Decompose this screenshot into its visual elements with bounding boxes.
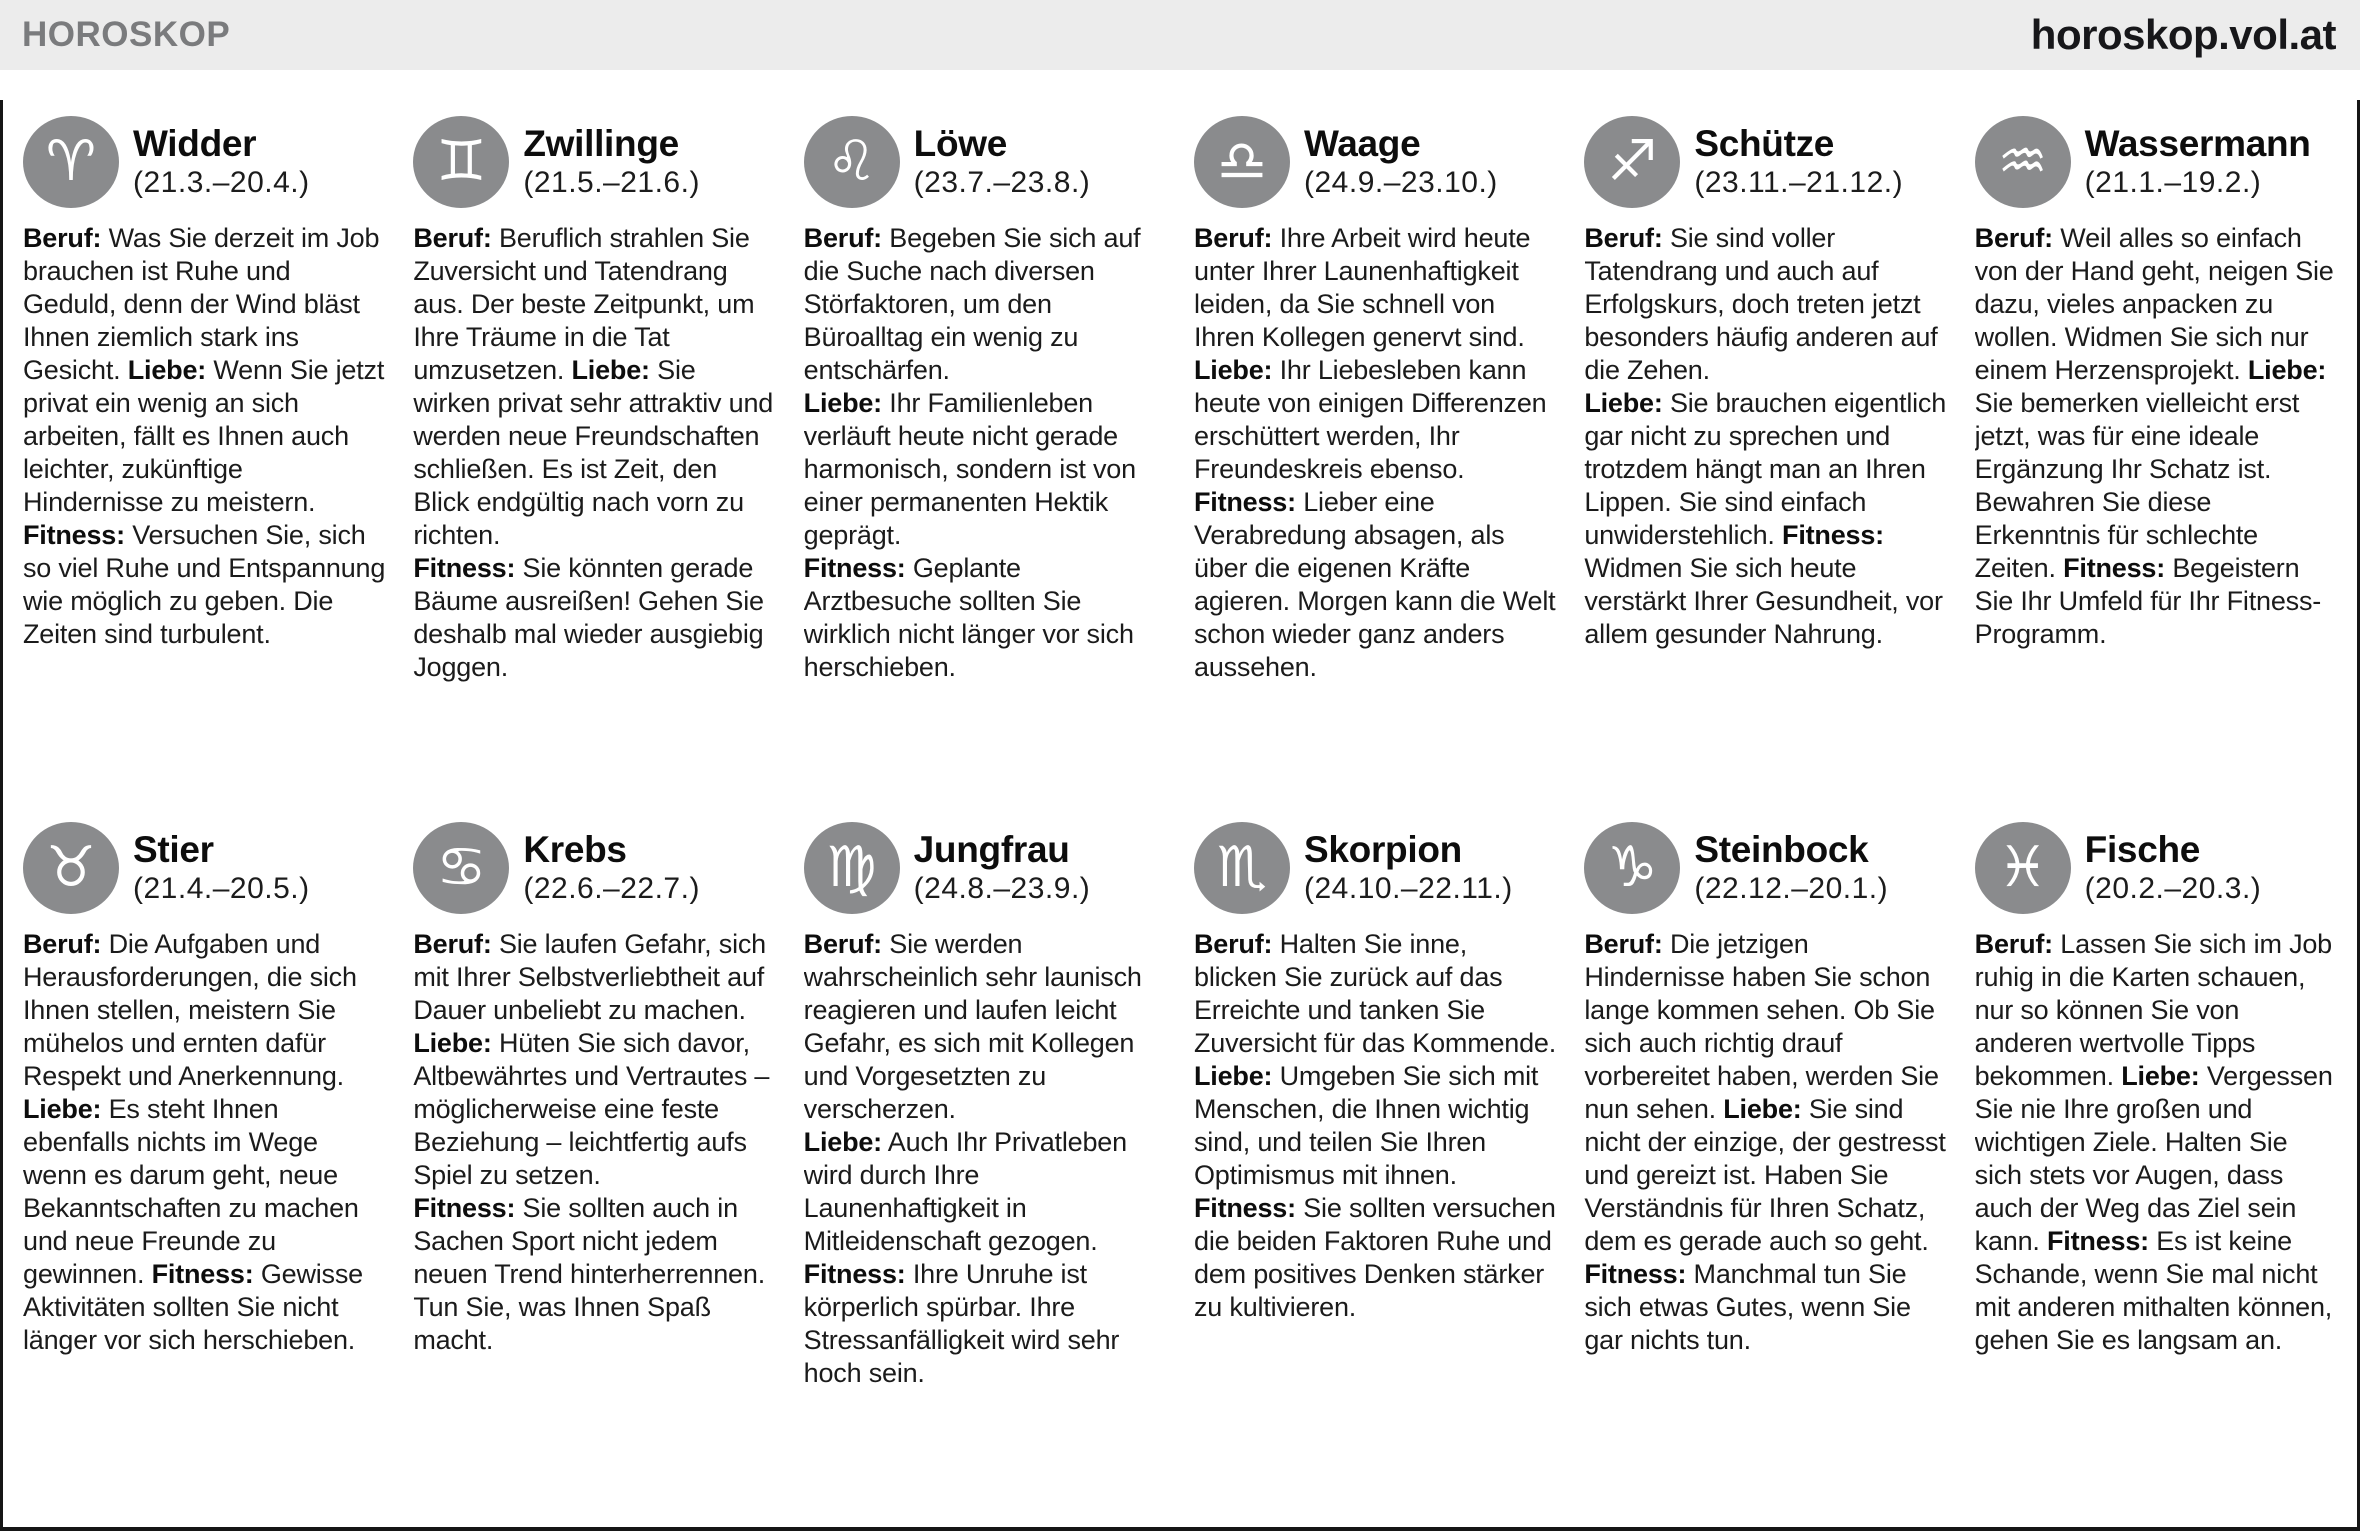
sign-titles — [1304, 829, 1513, 907]
sign-card — [1194, 116, 1556, 812]
sign-text: Beruf: Die Aufgaben und Herausforderungen, die sich Ihnen stellen, meistern Sie mühelos und ernten dafür Respekt und Anerkennung. Liebe: Es steht Ihnen ebenfalls nichts im Wege wenn es darum geht, neue Bekanntschaften zu machen und neue Freunde zu gewinnen. Fitness: Gewisse Aktivitäten sollten Sie nicht länger vor sich herschieben. — [23, 928, 363, 1355]
sign-header — [1975, 822, 2337, 914]
sign-name: Waage — [1304, 123, 1421, 164]
sign-header — [1975, 116, 2337, 208]
sign-name: Steinbock — [1694, 828, 1869, 870]
waage-scales-icon — [1194, 116, 1290, 208]
sign-header — [1584, 822, 1946, 914]
widder-ram-icon — [23, 116, 119, 208]
sign-name: Widder — [133, 123, 257, 164]
sign-name: Stier — [133, 828, 214, 870]
sign-titles — [1694, 829, 1888, 907]
sign-name: Skorpion — [1304, 828, 1462, 870]
sign-header — [1194, 116, 1556, 208]
sign-titles — [133, 123, 310, 201]
sign-titles — [1694, 123, 1903, 201]
sign-card — [413, 822, 775, 1518]
wassermann-water-bearer-icon — [1975, 116, 2071, 208]
sign-header — [804, 822, 1166, 914]
sign-header — [413, 116, 775, 208]
sign-header — [23, 116, 385, 208]
sign-name: Krebs — [523, 828, 627, 870]
zodiac-glyph: ♍ — [826, 834, 877, 900]
loewe-lion-icon — [804, 116, 900, 208]
sign-dates: (21.5.–21.6.) — [523, 166, 700, 199]
sign-text: Beruf: Die jetzigen Hindernisse haben Sie schon lange kommen sehen. Ob Sie sich auch richtig drauf vorbereitet haben, werden Sie nun sehen. Liebe: Sie sind nicht der einzige, der gestresst und gereizt ist. Haben Sie Verständnis für Ihren Schatz, dem es gerade auch so geht. Fitness: Manchmal tun Sie sich etwas Gutes, wenn Sie gar nichts tun. — [1584, 928, 1946, 1355]
sign-dates: (24.8.–23.9.) — [913, 871, 1091, 905]
sign-text: Beruf: Beruflich strahlen Sie Zuversicht und Tatendrang aus. Der beste Zeitpunkt, um Ihre Träume in die Tat umzusetzen. Liebe: Sie wirken privat sehr attraktiv und werden neue Freundschaften schließen. Es ist Zeit, den Blick endgültig nach vorn zu richten. Fitness: Sie könnten gerade Bäume ausreißen! Gehen Sie deshalb mal wieder ausgiebig Joggen. — [413, 223, 774, 682]
krebs-crab-icon — [413, 822, 509, 914]
sign-dates: (23.7.–23.8.) — [913, 166, 1091, 199]
zodiac-glyph: ♒ — [1997, 129, 2048, 194]
zodiac-glyph: ♋ — [436, 834, 487, 900]
sign-text: Beruf: Sie sind voller Tatendrang und auch auf Erfolgskurs, doch treten jetzt besonders häufig anderen auf die Zehen. Liebe: Sie brauchen eigentlich gar nicht zu sprechen und trotzdem hängt man an Ihren Lippen. Sie sind einfach unwiderstehlich. Fitness: Widmen Sie sich heute verstärkt Ihrer Gesundheit, vor allem gesunder Nahrung. — [1584, 223, 1947, 649]
sign-card — [1584, 116, 1946, 812]
sign-name: Wassermann — [2084, 123, 2311, 164]
zodiac-glyph: ♑ — [1607, 834, 1658, 900]
horoscope-grid — [23, 116, 2337, 1517]
sign-card — [1584, 822, 1946, 1518]
sign-name: Jungfrau — [913, 828, 1070, 870]
zodiac-glyph: ♊ — [436, 129, 487, 194]
sign-text: Beruf: Sie werden wahrscheinlich sehr launisch reagieren und laufen leicht Gefahr, es sich mit Kollegen und Vorgesetzten zu verscherzen. Liebe: Auch Ihr Privatleben wird durch Ihre Launenhaftigkeit in Mitleidenschaft gezogen. Fitness: Ihre Unruhe ist körperlich spürbar. Ihre Stressanfälligkeit wird sehr hoch sein. — [803, 928, 1142, 1388]
sign-titles — [133, 829, 310, 907]
sign-text: Beruf: Ihre Arbeit wird heute unter Ihrer Launenhaftigkeit leiden, da Sie schnell von Ihren Kollegen genervt sind. Liebe: Ihr Liebesleben kann heute von einigen Differenzen erschüttert werden, Ihr Freundeskreis ebenso. Fitness: Lieber eine Verabredung absagen, als über die eigenen Kräfte agieren. Morgen kann die Welt schon wieder ganz anders aussehen. — [1194, 223, 1556, 682]
sign-dates: (21.1.–19.2.) — [2084, 166, 2262, 199]
zodiac-glyph: ♎ — [1216, 129, 1268, 194]
sign-card — [23, 822, 385, 1518]
zodiac-glyph: ♐ — [1607, 129, 1658, 194]
sign-titles — [523, 829, 700, 907]
sign-name: Schütze — [1694, 123, 1835, 164]
sign-text: Beruf: Lassen Sie sich im Job ruhig in die Karten schauen, nur so können Sie von anderen wertvolle Tipps bekommen. Liebe: Vergessen Sie nie Ihre großen und wichtigen Ziele. Halten Sie sich stets vor Augen, dass auch der Weg das Ziel sein kann. Fitness: Es ist keine Schande, wenn Sie mal nicht mit anderen mithalten können, gehen Sie es langsam an. — [1974, 928, 2333, 1355]
zodiac-glyph: ♌ — [826, 129, 877, 194]
jungfrau-maiden-icon — [804, 822, 900, 914]
sign-header — [804, 116, 1166, 208]
sign-dates: (24.9.–23.10.) — [1304, 166, 1498, 199]
zodiac-glyph: ♉ — [45, 834, 97, 900]
sign-header — [1584, 116, 1946, 208]
zodiac-glyph: ♈ — [45, 129, 97, 194]
skorpion-scorpion-icon — [1194, 822, 1290, 914]
zodiac-glyph: ♏ — [1216, 834, 1268, 900]
sign-header — [23, 822, 385, 914]
sign-card — [1194, 822, 1556, 1518]
sign-name: Löwe — [913, 123, 1008, 164]
sign-titles — [914, 829, 1091, 907]
sign-card — [23, 116, 385, 812]
sign-header — [1194, 822, 1556, 914]
sign-dates: (24.10.–22.11.) — [1304, 871, 1513, 905]
site-url: horoskop.vol.at — [2030, 11, 2336, 58]
sign-dates: (20.2.–20.3.) — [2084, 871, 2262, 905]
sign-titles — [2085, 123, 2311, 201]
sign-card — [804, 822, 1166, 1518]
fische-fish-icon — [1975, 822, 2071, 914]
sign-header — [413, 822, 775, 914]
sign-dates: (23.11.–21.12.) — [1694, 166, 1904, 199]
page-header — [0, 0, 2360, 70]
sign-titles — [1304, 123, 1498, 201]
sign-text: Beruf: Begeben Sie sich auf die Suche nach diversen Störfaktoren, um den Büroalltag ein wenig zu entschärfen. Liebe: Ihr Familienleben verläuft heute nicht gerade harmonisch, sondern ist von einer permanenten Hektik geprägt. Fitness: Geplante Arztbesuche sollten Sie wirklich nicht länger vor sich herschieben. — [803, 223, 1141, 682]
steinbock-goat-icon — [1584, 822, 1680, 914]
sign-card — [1975, 822, 2337, 1518]
sign-card — [1975, 116, 2337, 812]
stier-bull-icon — [23, 822, 119, 914]
sign-name: Zwillinge — [523, 123, 679, 164]
horoscope-frame — [0, 100, 2360, 1531]
sign-card — [413, 116, 775, 812]
sign-card — [804, 116, 1166, 812]
sign-text: Beruf: Halten Sie inne, blicken Sie zurück auf das Erreichte und tanken Sie Zuversicht für das Kommende. Liebe: Umgeben Sie sich mit Menschen, die Ihnen wichtig sind, und teilen Sie Ihren Optimismus mit ihnen. Fitness: Sie sollten versuchen die beiden Faktoren Ruhe und dem positives Denken stärker zu kultivieren. — [1194, 928, 1557, 1322]
sign-dates: (21.3.–20.4.) — [133, 166, 310, 199]
sign-text: Beruf: Was Sie derzeit im Job brauchen ist Ruhe und Geduld, denn der Wind bläst Ihnen ziemlich stark ins Gesicht. Liebe: Wenn Sie jetzt privat ein wenig an sich arbeiten, fällt es Ihnen auch leichter, zukünftige Hindernisse zu meistern. Fitness: Versuchen Sie, sich so viel Ruhe und Entspannung wie möglich zu geben. Die Zeiten sind turbulent. — [23, 223, 386, 649]
sign-name: Fische — [2084, 828, 2201, 870]
sign-dates: (22.12.–20.1.) — [1694, 871, 1889, 905]
schuetze-archer-icon — [1584, 116, 1680, 208]
sign-dates: (21.4.–20.5.) — [133, 871, 310, 905]
page-title: HOROSKOP — [22, 15, 231, 54]
sign-titles — [523, 123, 700, 201]
sign-titles — [914, 123, 1091, 201]
sign-text: Beruf: Sie laufen Gefahr, sich mit Ihrer Selbstverliebtheit auf Dauer unbeliebt zu machen. Liebe: Hüten Sie sich davor, Altbewährtes und Vertrautes – möglicherweise eine feste Beziehung – leichtfertig aufs Spiel zu setzen. Fitness: Sie sollten auch in Sachen Sport nicht jedem neuen Trend hinterherrennen. Tun Sie, was Ihnen Spaß macht. — [413, 928, 770, 1355]
sign-text: Beruf: Weil alles so einfach von der Hand geht, neigen Sie dazu, vieles anpacken zu wollen. Widmen Sie sich nur einem Herzensprojekt. Liebe: Sie bemerken vielleicht erst jetzt, was für eine ideale Ergänzung Ihr Schatz ist. Bewahren Sie diese Erkenntnis für schlechte Zeiten. Fitness: Begeistern Sie Ihr Umfeld für Ihr Fitness-Programm. — [1974, 223, 2334, 649]
zwillinge-twins-icon — [413, 116, 509, 208]
sign-dates: (22.6.–22.7.) — [523, 871, 700, 905]
zodiac-glyph: ♓ — [1997, 834, 2048, 900]
sign-titles — [2085, 829, 2262, 907]
